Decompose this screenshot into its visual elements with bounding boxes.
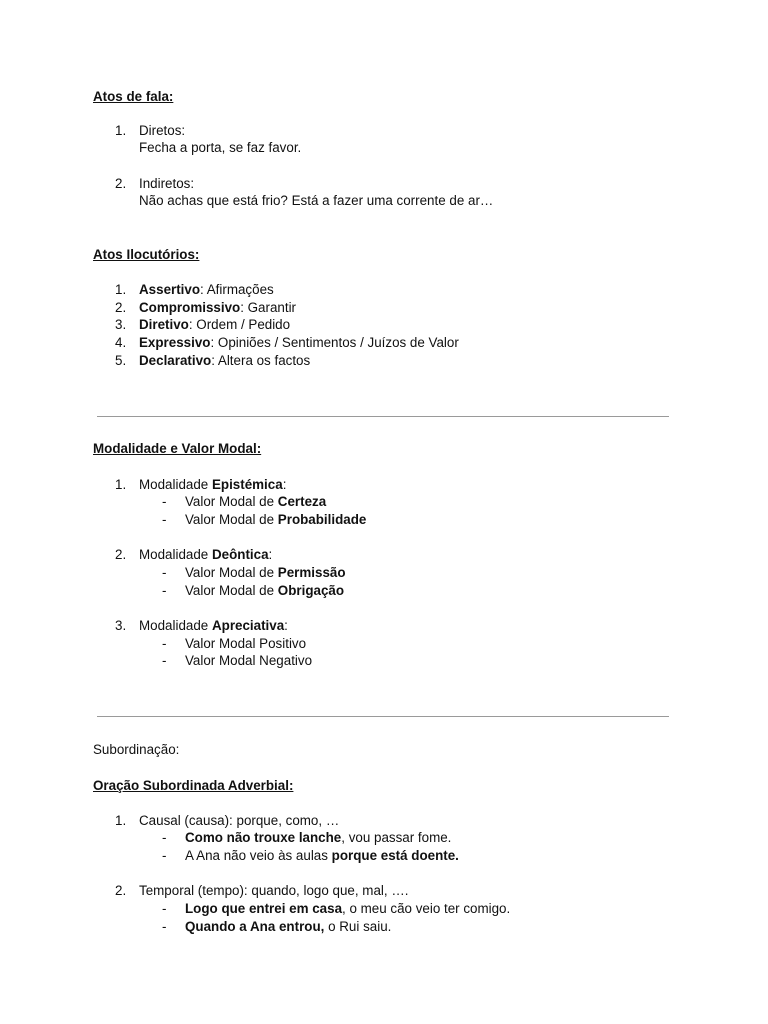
list-number: 5.: [115, 353, 127, 368]
prefix: Modalidade: [139, 477, 212, 492]
prefix: Modalidade: [139, 547, 212, 562]
suffix: :: [268, 547, 273, 562]
dash-bullet: -: [162, 565, 167, 580]
list-item-compromissivo: [139, 299, 296, 317]
dash-bullet: -: [162, 512, 167, 527]
suffix: :: [284, 618, 288, 633]
prefix: Valor Modal de: [185, 512, 278, 527]
emphasis: Quando a Ana entrou,: [185, 919, 325, 934]
sub-item-obrigacao: [185, 582, 344, 600]
list-number: 1.: [115, 123, 127, 138]
desc: : Afirmações: [200, 282, 274, 297]
dash-bullet: -: [162, 653, 167, 668]
term: Diretivo: [139, 317, 189, 332]
rest: , o meu cão veio ter comigo.: [342, 901, 511, 916]
list-number: 3.: [115, 317, 127, 332]
sub-item-certeza: [185, 493, 326, 511]
desc: : Ordem / Pedido: [188, 317, 291, 332]
prefix: Valor Modal de: [185, 583, 278, 598]
list-item-declarativo: [139, 352, 310, 370]
list-number: 1.: [115, 477, 127, 492]
term: Obrigação: [277, 583, 345, 598]
dash-bullet: -: [162, 919, 167, 934]
prefix: Valor Modal de: [185, 565, 278, 580]
list-number: 2.: [115, 176, 127, 191]
emphasis: Logo que entrei em casa: [185, 901, 343, 916]
list-item-causal: Causal (causa): porque, como, …: [139, 813, 340, 828]
desc: : Altera os factos: [211, 353, 311, 368]
term: Deôntica: [211, 547, 269, 562]
list-item-assertivo: [139, 281, 274, 299]
list-number: 4.: [115, 335, 127, 350]
pre: A Ana não veio às aulas: [185, 848, 332, 863]
term: Epistémica: [211, 477, 283, 492]
rest: , vou passar fome.: [341, 830, 452, 845]
example-causal-2: [185, 847, 459, 865]
heading-modalidade: Modalidade e Valor Modal:: [93, 441, 262, 456]
dash-bullet: -: [162, 583, 167, 598]
dash-bullet: -: [162, 901, 167, 916]
emphasis: Como não trouxe lanche: [185, 830, 342, 845]
prefix: Modalidade: [139, 618, 212, 633]
dash-bullet: -: [162, 494, 167, 509]
sub-item-permissao: [185, 564, 346, 582]
term: Compromissivo: [139, 300, 241, 315]
example-diretos: Fecha a porta, se faz favor.: [139, 140, 302, 155]
list-number: 3.: [115, 618, 127, 633]
list-item-diretivo: [139, 316, 290, 334]
rest: o Rui saiu.: [324, 919, 392, 934]
list-item-diretos: Diretos:: [139, 123, 186, 138]
list-item-deontica: [139, 546, 272, 564]
heading-atos-ilocutorios: Atos Ilocutórios:: [93, 247, 200, 262]
label-subordinacao: Subordinação:: [93, 742, 180, 757]
list-item-temporal: Temporal (tempo): quando, logo que, mal, ….: [139, 883, 409, 898]
heading-oracao-subordinada: Oração Subordinada Adverbial:: [93, 778, 294, 793]
emphasis: porque está doente.: [331, 848, 459, 863]
prefix: Valor Modal Positivo: [185, 636, 307, 651]
list-number: 2.: [115, 300, 127, 315]
sub-item-positivo: [185, 635, 306, 653]
list-item-expressivo: [139, 334, 459, 352]
example-indiretos: Não achas que está frio? Está a fazer uma corrente de ar…: [139, 193, 494, 208]
term: Declarativo: [139, 353, 212, 368]
desc: : Garantir: [240, 300, 297, 315]
list-item-indiretos: Indiretos:: [139, 176, 195, 191]
list-item-apreciativa: [139, 617, 288, 635]
dash-bullet: -: [162, 848, 167, 863]
horizontal-divider: [97, 716, 669, 717]
list-number: 1.: [115, 282, 127, 297]
list-number: 1.: [115, 813, 127, 828]
term: Expressivo: [139, 335, 211, 350]
list-number: 2.: [115, 883, 127, 898]
suffix: :: [282, 477, 287, 492]
example-temporal-2: [185, 918, 391, 936]
prefix: Valor Modal de: [185, 494, 278, 509]
list-number: 2.: [115, 547, 127, 562]
term: Certeza: [277, 494, 327, 509]
term: Probabilidade: [277, 512, 367, 527]
sub-item-negativo: [185, 652, 312, 670]
term: Apreciativa: [211, 618, 285, 633]
prefix: Valor Modal Negativo: [185, 653, 313, 668]
term: Assertivo: [139, 282, 201, 297]
heading-atos-de-fala: Atos de fala:: [93, 89, 174, 104]
list-item-epistemica: [139, 476, 286, 494]
example-temporal-1: [185, 900, 510, 918]
dash-bullet: -: [162, 830, 167, 845]
sub-item-probabilidade: [185, 511, 366, 529]
desc: : Opiniões / Sentimentos / Juízos de Valor: [210, 335, 459, 350]
horizontal-divider: [97, 416, 669, 417]
term: Permissão: [277, 565, 346, 580]
dash-bullet: -: [162, 636, 167, 651]
example-causal-1: [185, 829, 451, 847]
